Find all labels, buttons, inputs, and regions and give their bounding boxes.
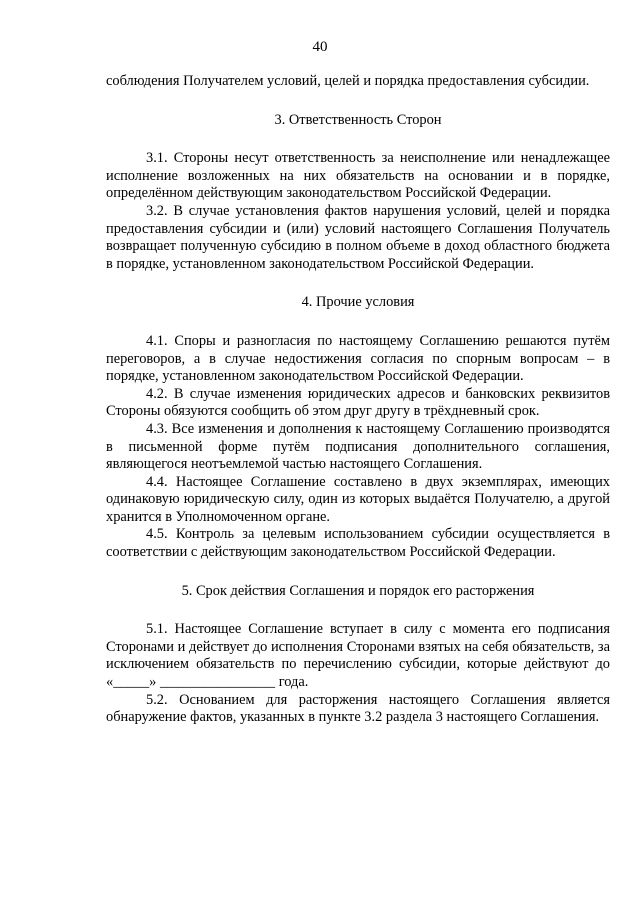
section-4-title: 4. Прочие условия [301, 294, 415, 311]
paragraph-5-1: 5.1. Настоящее Соглашение вступает в силу с момента его подписания Сторонами и действует до исполнения Сторонами взятых на себя обязательств, за исключением обязательств по перечислению субсидии, которые действуют до «_____» ________________ года. [106, 621, 610, 691]
paragraph-4-5: 4.5. Контроль за целевым использованием субсидии осуществляется в соответствии с действующим законодательством Российской Федерации. [106, 526, 610, 561]
section-3-title: 3. Ответственность Сторон [274, 111, 442, 128]
page-number: 40 [312, 39, 328, 55]
paragraph-4-2: 4.2. В случае изменения юридических адресов и банковских реквизитов Стороны обязуются сообщить об этом друг другу в трёхдневный срок. [106, 385, 610, 420]
continuation-paragraph: соблюдения Получателем условий, целей и порядка предоставления субсидии. [106, 73, 590, 89]
paragraph-4-1: 4.1. Споры и разногласия по настоящему Соглашению решаются путём переговоров, а в случае недостижения согласия по спорным вопросам – в порядке, установленном законодательством Российской Федерации. [106, 332, 610, 385]
document-body [106, 73, 610, 727]
paragraph-3-1: 3.1. Стороны несут ответственность за неисполнение или ненадлежащее исполнение возложенных на них обязательств на основании и в порядке, определённом действующим законодательством Российской Федерации. [106, 150, 610, 202]
paragraph-5-2: 5.2. Основанием для расторжения настоящего Соглашения является обнаружение фактов, указанных в пункте 3.2 раздела 3 настоящего Соглашения. [106, 691, 610, 726]
paragraph-4-3: 4.3. Все изменения и дополнения к настоящему Соглашению производятся в письменной форме путём подписания дополнительного соглашения, являющегося неотъемлемой частью настоящего Соглашения. [106, 420, 610, 473]
paragraph-4-4: 4.4. Настоящее Соглашение составлено в двух экземплярах, имеющих одинаковую юридическую силу, один из которых выдаётся Получателю, а другой хранится в Уполномоченном органе. [106, 473, 610, 525]
paragraph-3-2: 3.2. В случае установления фактов нарушения условий, целей и порядка предоставления субсидии и (или) условий настоящего Соглашения Получатель возвращает полученную субсидию в полном объеме в доход областного бюджета в порядке, установленном законодательством Российской Федерации. [106, 202, 610, 272]
section-5-title: 5. Срок действия Соглашения и порядок его расторжения [181, 582, 535, 599]
